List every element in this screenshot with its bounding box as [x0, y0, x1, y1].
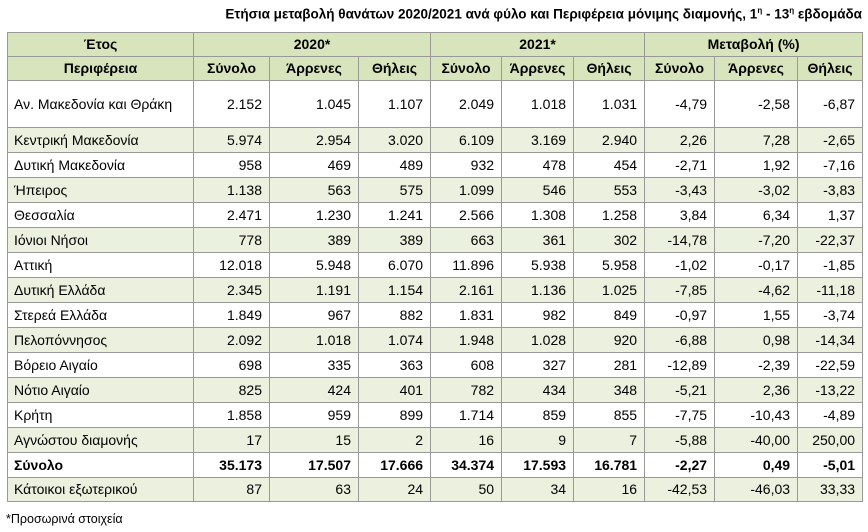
- table-cell: 2.161: [431, 278, 502, 303]
- table-cell: 17: [194, 428, 270, 453]
- table-cell: 3,84: [645, 203, 715, 228]
- region-name: Κάτοικοι εξωτερικού: [8, 478, 194, 502]
- table-cell: 363: [359, 353, 431, 378]
- table-cell: 17.593: [502, 453, 574, 478]
- table-row: [8, 81, 863, 128]
- table-cell: 335: [270, 353, 359, 378]
- table-row: [8, 178, 863, 203]
- table-cell: 6.070: [359, 253, 431, 278]
- table-row: [8, 403, 863, 428]
- region-name: Θεσσαλία: [8, 203, 194, 228]
- table-cell: -1,85: [798, 253, 863, 278]
- table-cell: 0,49: [715, 453, 798, 478]
- header-2021: 2021*: [431, 33, 645, 57]
- table-cell: 5.948: [270, 253, 359, 278]
- table-cell: 3.169: [502, 128, 574, 153]
- table-row: [8, 128, 863, 153]
- table-cell: 849: [574, 303, 645, 328]
- table-title: Ετήσια μεταβολή θανάτων 2020/2021 ανά φύλο και Περιφέρεια μόνιμης διαμονής, $1^\eta - 13^\eta$ εβδομάδα: [225, 6, 862, 22]
- table-cell: 1.241: [359, 203, 431, 228]
- region-name: Κρήτη: [8, 403, 194, 428]
- table-cell: 958: [194, 153, 270, 178]
- table-cell: 2.940: [574, 128, 645, 153]
- table-cell: -2,71: [645, 153, 715, 178]
- table-cell: 35.173: [194, 453, 270, 478]
- table-cell: 2,26: [645, 128, 715, 153]
- table-cell: 882: [359, 303, 431, 328]
- table-cell: 1.191: [270, 278, 359, 303]
- header-region: Περιφέρεια: [8, 57, 194, 81]
- header-col: Σύνολο: [194, 57, 270, 81]
- table-cell: -7,20: [715, 228, 798, 253]
- table-cell: 34: [502, 478, 574, 502]
- region-name: Βόρειο Αιγαίο: [8, 353, 194, 378]
- table-cell: 782: [431, 378, 502, 403]
- table-cell: 1.831: [431, 303, 502, 328]
- table-cell: -14,34: [798, 328, 863, 353]
- table-cell: -2,58: [715, 81, 798, 128]
- table-cell: 698: [194, 353, 270, 378]
- table-cell: 920: [574, 328, 645, 353]
- table-cell: -42,53: [645, 478, 715, 502]
- table-cell: 12.018: [194, 253, 270, 278]
- table-cell: -22,37: [798, 228, 863, 253]
- table-cell: 281: [574, 353, 645, 378]
- table-cell: 1.849: [194, 303, 270, 328]
- table-cell: -5,01: [798, 453, 863, 478]
- table-cell: -5,88: [645, 428, 715, 453]
- header-change: Μεταβολή (%): [645, 33, 863, 57]
- table-cell: -1,02: [645, 253, 715, 278]
- table-cell: -5,21: [645, 378, 715, 403]
- table-cell: -40,00: [715, 428, 798, 453]
- table-cell: 454: [574, 153, 645, 178]
- table-cell: -14,78: [645, 228, 715, 253]
- table-cell: -2,65: [798, 128, 863, 153]
- table-row: [8, 428, 863, 453]
- table-cell: 434: [502, 378, 574, 403]
- header-col: Άρρενες: [270, 57, 359, 81]
- header-2020: 2020*: [194, 33, 431, 57]
- table-cell: 1.031: [574, 81, 645, 128]
- table-row: [8, 453, 863, 478]
- table-cell: 982: [502, 303, 574, 328]
- table-cell: 959: [270, 403, 359, 428]
- table-cell: -4,89: [798, 403, 863, 428]
- region-name: Αν. Μακεδονία και Θράκη: [8, 81, 194, 128]
- table-cell: 5.938: [502, 253, 574, 278]
- table-cell: 2.092: [194, 328, 270, 353]
- table-cell: 302: [574, 228, 645, 253]
- table-cell: 1.714: [431, 403, 502, 428]
- table-cell: 1.074: [359, 328, 431, 353]
- table-cell: 663: [431, 228, 502, 253]
- table-cell: 16.781: [574, 453, 645, 478]
- header-row-columns: [8, 57, 863, 81]
- table-cell: 1.028: [502, 328, 574, 353]
- region-name: Αττική: [8, 253, 194, 278]
- table-cell: 348: [574, 378, 645, 403]
- table-cell: 1.099: [431, 178, 502, 203]
- table-row: [8, 228, 863, 253]
- header-col: Θήλεις: [359, 57, 431, 81]
- table-cell: -0,97: [645, 303, 715, 328]
- header-col: Θήλεις: [574, 57, 645, 81]
- table-cell: -10,43: [715, 403, 798, 428]
- table-cell: -7,16: [798, 153, 863, 178]
- table-cell: -6,88: [645, 328, 715, 353]
- header-etos: Έτος: [8, 33, 194, 57]
- table-cell: 478: [502, 153, 574, 178]
- table-cell: 1.258: [574, 203, 645, 228]
- table-cell: 1.948: [431, 328, 502, 353]
- table-row: [8, 153, 863, 178]
- table-cell: -11,18: [798, 278, 863, 303]
- header-row-years: [8, 33, 863, 57]
- table-cell: 2.954: [270, 128, 359, 153]
- table-cell: 1.138: [194, 178, 270, 203]
- footnote: *Προσωρινά στοιχεία: [6, 512, 123, 526]
- table-cell: 2,36: [715, 378, 798, 403]
- table-row: [8, 278, 863, 303]
- table-cell: 778: [194, 228, 270, 253]
- table-row: [8, 353, 863, 378]
- header-col: Άρρενες: [715, 57, 798, 81]
- table-cell: 389: [270, 228, 359, 253]
- table-cell: 63: [270, 478, 359, 502]
- table-cell: 2.345: [194, 278, 270, 303]
- table-row: [8, 328, 863, 353]
- header-col: Άρρενες: [502, 57, 574, 81]
- table-cell: 7: [574, 428, 645, 453]
- table-cell: 1.858: [194, 403, 270, 428]
- table-cell: 6.109: [431, 128, 502, 153]
- region-name: Δυτική Ελλάδα: [8, 278, 194, 303]
- table-cell: 16: [431, 428, 502, 453]
- table-cell: -46,03: [715, 478, 798, 502]
- table-cell: 575: [359, 178, 431, 203]
- table-cell: 1.308: [502, 203, 574, 228]
- table-cell: -7,75: [645, 403, 715, 428]
- table-cell: 250,00: [798, 428, 863, 453]
- table-cell: 546: [502, 178, 574, 203]
- table-cell: -22,59: [798, 353, 863, 378]
- table-cell: 15: [270, 428, 359, 453]
- table-cell: 2.152: [194, 81, 270, 128]
- table-cell: 1.136: [502, 278, 574, 303]
- table-cell: 608: [431, 353, 502, 378]
- table-cell: 424: [270, 378, 359, 403]
- table-cell: 1.230: [270, 203, 359, 228]
- table-row: [8, 203, 863, 228]
- table-cell: 6,34: [715, 203, 798, 228]
- header-col: Θήλεις: [798, 57, 863, 81]
- region-name: Ήπειρος: [8, 178, 194, 203]
- table-cell: 1,37: [798, 203, 863, 228]
- region-name: Νότιο Αιγαίο: [8, 378, 194, 403]
- table-cell: 401: [359, 378, 431, 403]
- table-cell: 50: [431, 478, 502, 502]
- table-cell: 7,28: [715, 128, 798, 153]
- region-name: Αγνώστου διαμονής: [8, 428, 194, 453]
- region-name: Δυτική Μακεδονία: [8, 153, 194, 178]
- region-name: Σύνολο: [8, 453, 194, 478]
- table-cell: 1.025: [574, 278, 645, 303]
- table-cell: -3,74: [798, 303, 863, 328]
- table-cell: 855: [574, 403, 645, 428]
- table-row: [8, 253, 863, 278]
- table-cell: 563: [270, 178, 359, 203]
- table-cell: 899: [359, 403, 431, 428]
- table-cell: 1.154: [359, 278, 431, 303]
- table-cell: -3,83: [798, 178, 863, 203]
- table-cell: 5.958: [574, 253, 645, 278]
- table-row: [8, 378, 863, 403]
- table-cell: -2,27: [645, 453, 715, 478]
- table-cell: 2.049: [431, 81, 502, 128]
- table-cell: 1,92: [715, 153, 798, 178]
- table-cell: -13,22: [798, 378, 863, 403]
- table-cell: 389: [359, 228, 431, 253]
- table-cell: 17.666: [359, 453, 431, 478]
- region-name: Κεντρική Μακεδονία: [8, 128, 194, 153]
- table-cell: 0,98: [715, 328, 798, 353]
- table-cell: 3.020: [359, 128, 431, 153]
- table-cell: 34.374: [431, 453, 502, 478]
- table-cell: 553: [574, 178, 645, 203]
- table-cell: 9: [502, 428, 574, 453]
- table-cell: 2.471: [194, 203, 270, 228]
- table-cell: -3,43: [645, 178, 715, 203]
- deaths-table: [7, 32, 863, 502]
- region-name: Πελοπόννησος: [8, 328, 194, 353]
- table-cell: 2.566: [431, 203, 502, 228]
- table-cell: 16: [574, 478, 645, 502]
- table-cell: 361: [502, 228, 574, 253]
- table-cell: -0,17: [715, 253, 798, 278]
- table-cell: 17.507: [270, 453, 359, 478]
- table-cell: 825: [194, 378, 270, 403]
- region-name: Ιόνιοι Νήσοι: [8, 228, 194, 253]
- table-cell: 5.974: [194, 128, 270, 153]
- table-cell: 1,55: [715, 303, 798, 328]
- table-cell: 327: [502, 353, 574, 378]
- header-col: Σύνολο: [645, 57, 715, 81]
- table-cell: 1.018: [502, 81, 574, 128]
- table-cell: 932: [431, 153, 502, 178]
- header-col: Σύνολο: [431, 57, 502, 81]
- table-row: [8, 478, 863, 502]
- table-cell: 24: [359, 478, 431, 502]
- table-cell: 87: [194, 478, 270, 502]
- table-cell: -7,85: [645, 278, 715, 303]
- table-cell: 859: [502, 403, 574, 428]
- table-cell: -2,39: [715, 353, 798, 378]
- table-cell: -6,87: [798, 81, 863, 128]
- table-cell: 1.018: [270, 328, 359, 353]
- table-cell: 33,33: [798, 478, 863, 502]
- table-row: [8, 303, 863, 328]
- table-cell: 967: [270, 303, 359, 328]
- table-cell: 1.045: [270, 81, 359, 128]
- table-cell: -4,79: [645, 81, 715, 128]
- table-cell: -3,02: [715, 178, 798, 203]
- table-cell: -4,62: [715, 278, 798, 303]
- region-name: Στερεά Ελλάδα: [8, 303, 194, 328]
- table-cell: 2: [359, 428, 431, 453]
- table-cell: 469: [270, 153, 359, 178]
- table-cell: 1.107: [359, 81, 431, 128]
- table-cell: 489: [359, 153, 431, 178]
- table-cell: 11.896: [431, 253, 502, 278]
- table-cell: -12,89: [645, 353, 715, 378]
